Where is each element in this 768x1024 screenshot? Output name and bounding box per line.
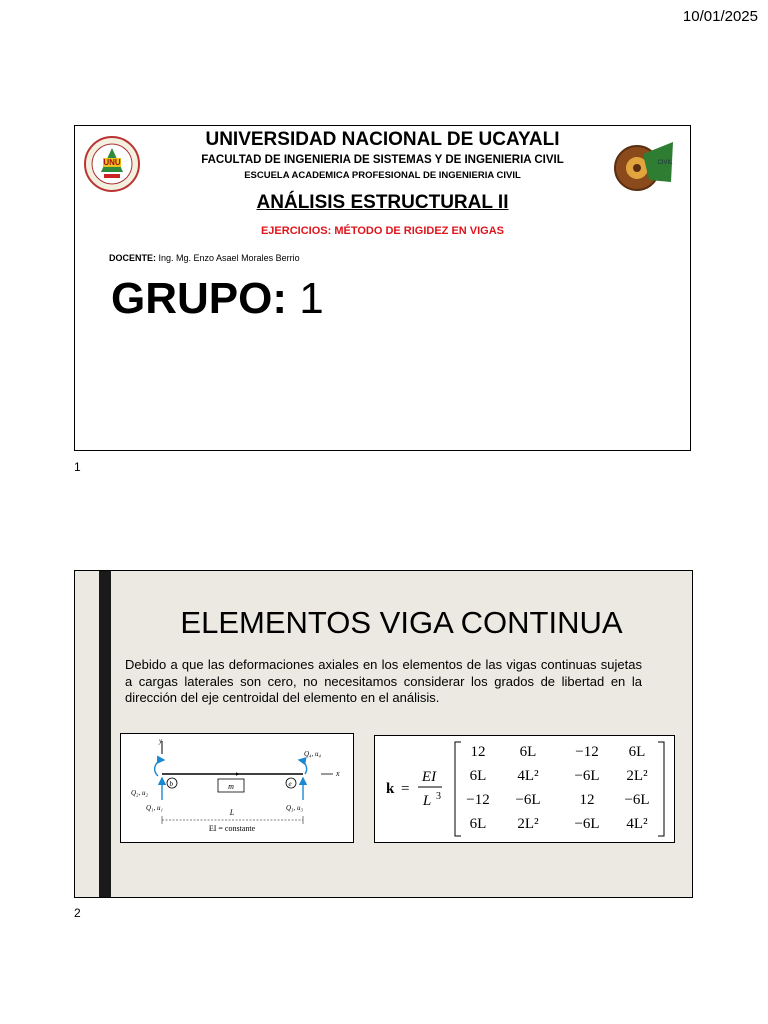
x-axis-label: x (336, 769, 340, 778)
matrix-cell-r4-c1: 6L (469, 816, 487, 832)
faculty-name: FACULTAD DE INGENIERIA DE SISTEMAS Y DE INGENIERIA CIVIL (201, 154, 564, 166)
slide-2-continuous-beam (74, 570, 693, 898)
matrix-cell-r4-c3: −6L (574, 816, 600, 832)
print-date: 10/01/2025 (682, 8, 758, 25)
right-bracket (658, 742, 664, 836)
page-number-1: 1 (74, 460, 81, 474)
matrix-cell-r1-c4: 6L (628, 744, 646, 760)
school-name: ESCUELA ACADEMICA PROFESIONAL DE INGENIERIA CIVIL (244, 170, 521, 181)
matrix-cell-r2-c4: 2L² (626, 768, 648, 784)
matrix-cell-r3-c1: −12 (466, 792, 490, 808)
matrix-cell-r1-c1: 12 (470, 744, 486, 760)
factor-numerator: EI (421, 769, 437, 785)
member-label: m (228, 782, 234, 791)
y-axis-label: y (159, 737, 163, 745)
docente-label: DOCENTE: (109, 253, 156, 263)
factor-exponent: 3 (436, 791, 441, 802)
exercises-subtitle: EJERCICIOS: MÉTODO DE RIGIDEZ EN VIGAS (260, 225, 505, 237)
matrix-cell-r3-c2: −6L (515, 792, 541, 808)
ei-constant-label: EI = constante (208, 824, 256, 833)
page-number-2: 2 (74, 906, 81, 920)
matrix-cell-r4-c2: 2L² (517, 816, 539, 832)
civil-engineering-logo-icon (613, 134, 677, 198)
left-bracket (455, 742, 461, 836)
length-label: L (229, 808, 235, 817)
matrix-cells (466, 744, 649, 832)
slide-1-title (74, 125, 691, 451)
slide-title: ELEMENTOS VIGA CONTINUA (180, 605, 623, 640)
stiffness-matrix (374, 735, 675, 843)
logo-right-text: CIVIL (657, 160, 673, 166)
q4-label: Q₄, u₄ (304, 750, 321, 758)
beam-element-diagram (120, 733, 354, 843)
matrix-cell-r3-c4: −6L (624, 792, 650, 808)
group-number: 1 (299, 274, 324, 323)
group-label: GRUPO: (111, 274, 287, 323)
group-heading (111, 274, 324, 324)
q2-label: Q₂, u₂ (131, 789, 148, 797)
matrix-cell-r4-c4: 4L² (626, 816, 648, 832)
matrix-cell-r3-c3: 12 (579, 792, 595, 808)
docente-name: Ing. Mg. Enzo Asael Morales Berrio (158, 253, 300, 263)
matrix-cell-r2-c3: −6L (574, 768, 600, 784)
matrix-cell-r2-c1: 6L (469, 768, 487, 784)
beam-diagram-svg (121, 734, 353, 842)
slide-body-text: Debido a que las deformaciones axiales en los elementos de las vigas continuas sujetas a cargas laterales son cero, no necesitamos considerar los grados de libertad en la dirección del eje centroidal del elemento en el análisis. (125, 657, 642, 705)
matrix-cell-r1-c2: 6L (519, 744, 537, 760)
matrix-cell-r1-c3: −12 (575, 744, 599, 760)
university-name: UNIVERSIDAD NACIONAL DE UCAYALI (205, 129, 560, 150)
q1-label: Q₁, u₁ (146, 804, 163, 812)
stiffness-matrix-svg (375, 736, 674, 842)
factor-denominator: L (422, 793, 432, 809)
logo-left-text: UNU (103, 158, 121, 167)
matrix-cell-r2-c2: 4L² (517, 768, 539, 784)
node-b-label: b (169, 780, 173, 788)
q4-rotation-arrow (299, 760, 307, 774)
docente-line (109, 253, 300, 263)
course-title: ANÁLISIS ESTRUCTURAL II (256, 192, 509, 213)
k-label: k (386, 781, 395, 797)
accent-bar (99, 571, 111, 897)
equals-sign: = (401, 781, 410, 797)
node-e-label: e (288, 780, 292, 788)
q3-label: Q₃, u₃ (286, 804, 303, 812)
